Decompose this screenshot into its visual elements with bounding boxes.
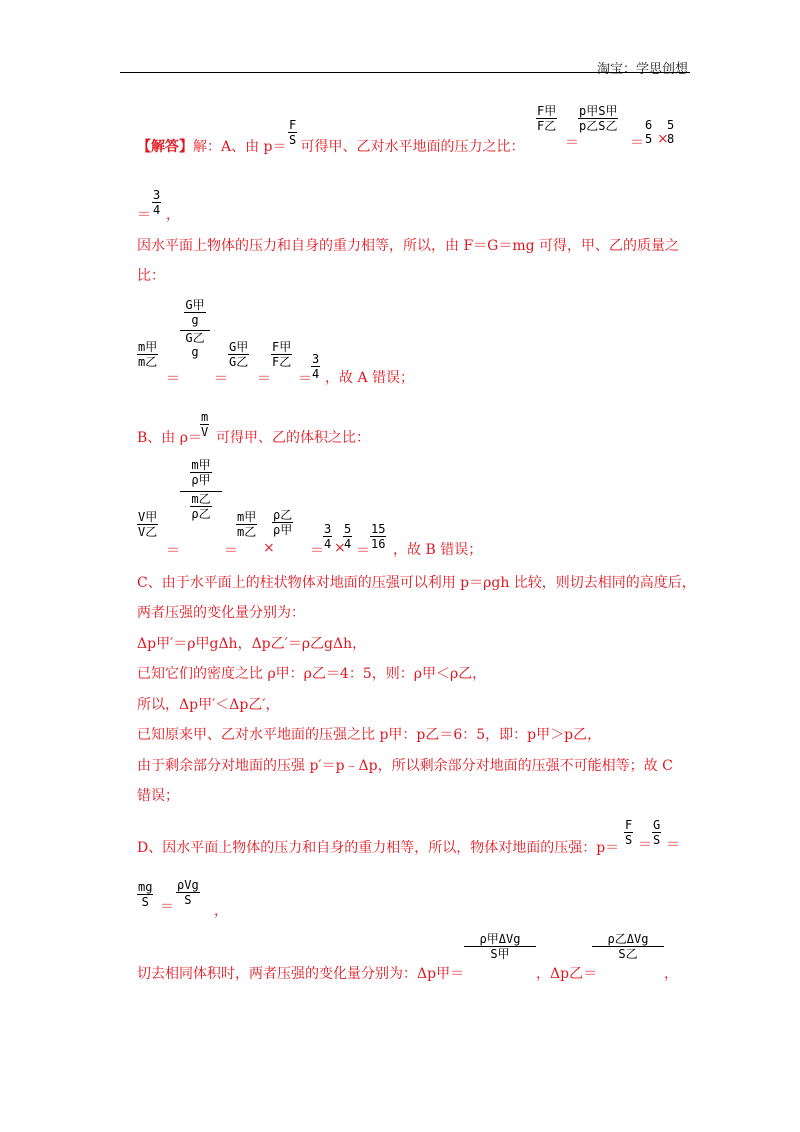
- frac-F-S: F S: [289, 118, 297, 147]
- frac-Gjia-g: G甲 g: [185, 298, 205, 327]
- line-c5: 所以，Δp甲′＜Δp乙′，: [137, 697, 280, 713]
- eq-sign: ＝: [638, 837, 652, 853]
- line-a-tail: ，故 A 错误；: [325, 370, 415, 386]
- frac-Vjia-Vyi: V甲 V乙: [138, 510, 158, 539]
- frac-6-5: 6 5: [645, 118, 653, 146]
- eq-sign: ＝: [214, 371, 228, 387]
- eq-sign: ＝: [166, 371, 180, 387]
- frac-dpjia: ρ甲ΔVg S甲: [464, 932, 536, 961]
- eq-sign: ＝: [630, 135, 644, 151]
- line-d1: D、因水平面上物体的压力和自身的重力相等，所以，物体对地面的压强：p＝: [137, 840, 620, 856]
- complex-frac-m-rho: [180, 458, 222, 522]
- frac-5-4: 5 4: [344, 522, 352, 551]
- eq-sign: ＝: [356, 543, 370, 559]
- frac-pS: p甲S甲 p乙S乙: [579, 104, 618, 133]
- line-a-reason1: 因水平面上物体的压力和自身的重力相等，所以，由 F＝G＝mg 可得，甲、乙的质量之: [137, 238, 680, 254]
- frac-3-4: 3 4: [153, 188, 161, 217]
- frac-Fjia-Fyi: F甲 F乙: [537, 104, 557, 133]
- line-b-intro: B、由 ρ＝ 可得甲、乙的体积之比：: [137, 430, 370, 446]
- frac-mjia-myi: m甲 m乙: [138, 340, 158, 369]
- frac-5-8: 5 8: [667, 118, 675, 146]
- times-sign: ×: [334, 540, 346, 556]
- times-sign: ×: [657, 131, 669, 147]
- frac-Fjia-Fyi-2: F甲 F乙: [272, 340, 292, 369]
- line-d3c: ，: [664, 966, 678, 982]
- line-c8: 错误；: [137, 788, 179, 804]
- comma: ，: [166, 207, 180, 223]
- frac-myi-rhoyi: m乙 ρ乙: [191, 492, 211, 521]
- eq-sign: ＝: [310, 543, 324, 559]
- line-c3: Δp甲′＝ρ甲gΔh，Δp乙′＝ρ乙gΔh，: [137, 636, 367, 652]
- line-b-tail: ，故 B 错误；: [393, 542, 483, 558]
- frac-F-S-2: F S: [625, 818, 633, 847]
- complex-frac-G: [180, 298, 210, 360]
- line-d3: 切去相同体积时，两者压强的变化量分别为：Δp甲＝: [137, 966, 465, 982]
- frac-Gjia-Gyi: G甲 G乙: [229, 340, 249, 369]
- frac-rhoVg-S: ρVg S: [177, 878, 199, 907]
- frac-15-16: 15 16: [371, 522, 386, 551]
- frac-dpyi: ρ乙ΔVg S乙: [592, 932, 664, 961]
- eq-sign: ＝: [565, 135, 579, 151]
- line-d3b: ，Δp乙＝: [536, 966, 598, 982]
- comma: ，: [214, 903, 228, 919]
- frac-mjia-myi-2: m甲 m乙: [237, 510, 257, 539]
- header-rule: [120, 72, 690, 73]
- line-c6: 已知原来甲、乙对水平地面的压强之比 p甲：p乙＝6：5，即：p甲＞p乙，: [137, 727, 602, 743]
- eq-sign: ＝: [666, 837, 680, 853]
- line-c7: 由于剩余部分对地面的压强 p′＝p﹣Δp，所以剩余部分对地面的压强不可能相等；故 C: [137, 758, 673, 774]
- frac-G-S: G S: [653, 818, 661, 847]
- line-a-intro: 【解答】解：A、由 p＝ 可得甲、乙对水平地面的压力之比：: [137, 139, 525, 155]
- eq-sign: ＝: [137, 207, 151, 223]
- line-c1: C、由于水平面上的柱状物体对地面的压强可以利用 p＝ρgh 比较，则切去相同的高度后，: [137, 575, 696, 591]
- eq-sign: ＝: [257, 371, 271, 387]
- eq-sign: ＝: [224, 543, 238, 559]
- frac-rhoyi-rhojia: ρ乙 ρ甲: [273, 508, 293, 537]
- frac-Gyi-g: G乙 g: [185, 331, 205, 359]
- frac-3-4-b: 3 4: [312, 352, 320, 381]
- frac-m-V: m V: [201, 410, 209, 439]
- eq-sign: ＝: [166, 543, 180, 559]
- eq-sign: ＝: [160, 899, 174, 915]
- frac-mg-S: mg S: [138, 880, 153, 909]
- times-sign: ×: [263, 540, 275, 556]
- line-a-reason2: 比：: [137, 268, 165, 284]
- line-c4: 已知它们的密度之比 ρ甲：ρ乙＝4：5，则：ρ甲＜ρ乙，: [137, 666, 487, 682]
- header-shop: 淘宝：学思创想: [596, 62, 688, 77]
- frac-mjia-rhojia: m甲 ρ甲: [191, 458, 211, 487]
- line-c2: 两者压强的变化量分别为：: [137, 605, 305, 621]
- frac-3-4-c: 3 4: [324, 522, 332, 551]
- eq-sign: ＝: [298, 371, 312, 387]
